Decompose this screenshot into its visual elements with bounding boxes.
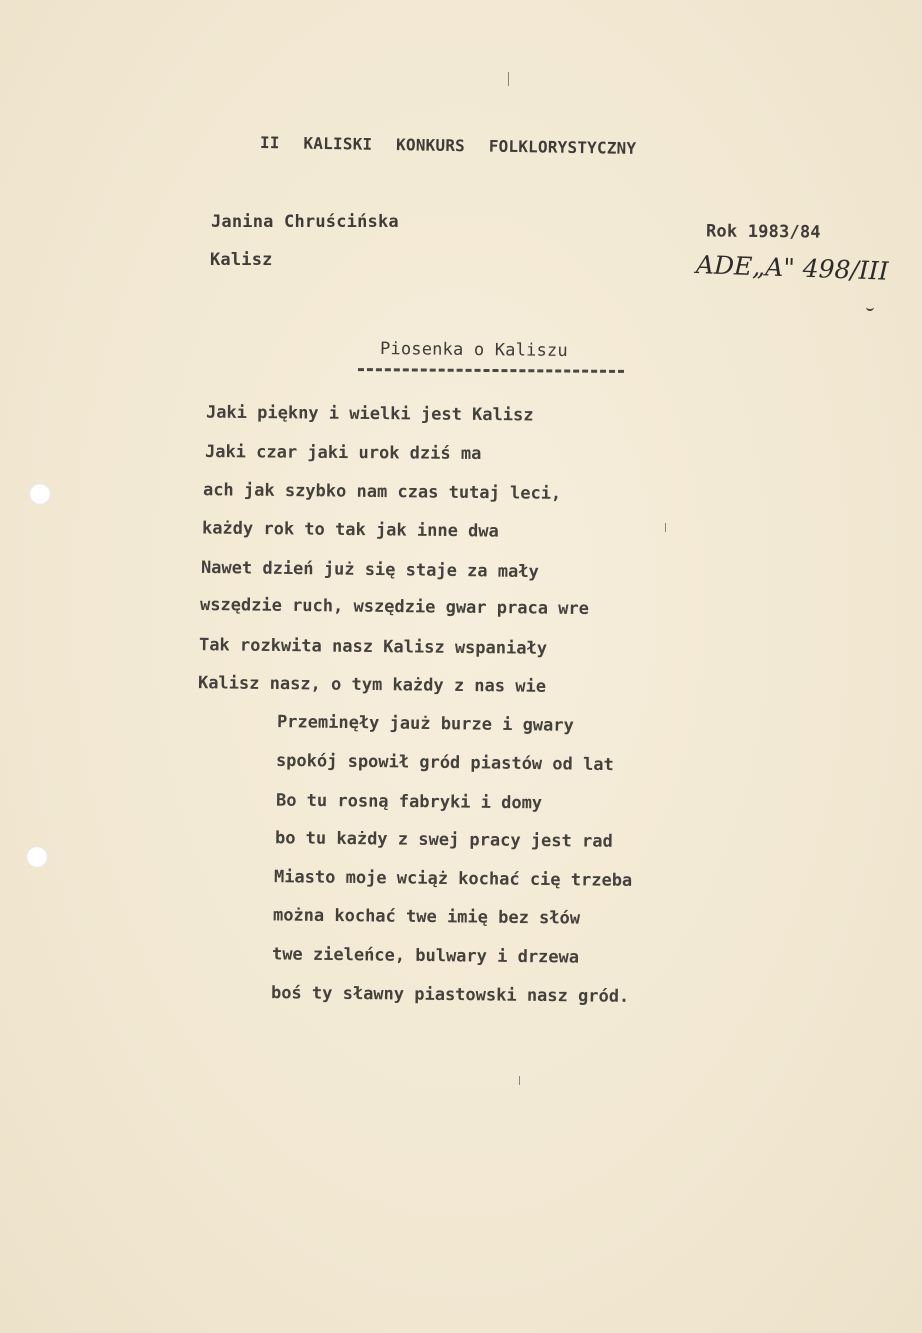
verse-line: Jaki piękny i wielki jest Kalisz: [205, 402, 534, 426]
punch-hole: [29, 483, 51, 505]
author-name: Janina Chruścińska: [211, 212, 399, 232]
verse-line: Jaki czar jaki urok dziś ma: [204, 442, 482, 464]
verse-line: Bo tu rosną fabryki i domy: [275, 790, 543, 814]
title-underline: [358, 368, 624, 373]
verse-line: Miasto moje wciąż kochać cię trzeba: [273, 867, 633, 891]
verse-line: boś ty sławny piastowski nasz gród.: [270, 983, 630, 1007]
verse-line: spokój spowił gród piastów od lat: [275, 750, 614, 776]
song-title: Piosenka o Kaliszu: [379, 339, 568, 361]
pen-mark: [866, 305, 874, 311]
pen-mark: [665, 523, 666, 532]
verse-line: Kalisz nasz, o tym każdy z nas wie: [197, 673, 547, 697]
verse-line: twe zieleńce, bulwary i drzewa: [271, 944, 580, 968]
pen-mark: [519, 1076, 520, 1085]
verse-line: ach jak szybko nam czas tutaj leci,: [202, 480, 562, 504]
verse-line: bo tu każdy z swej pracy jest rad: [274, 828, 613, 852]
verse-line: wszędzie ruch, wszędzie gwar praca wre: [199, 594, 590, 620]
verse-line: Nawet dzień już się staje za mały: [200, 557, 539, 583]
pen-mark: [508, 72, 509, 86]
author-city: Kalisz: [210, 250, 273, 270]
punch-hole: [26, 846, 48, 868]
year-label: Rok 1983/84: [705, 221, 821, 243]
contest-header: II KALISKI KONKURS FOLKLORYSTYCZNY: [259, 133, 637, 158]
verse-line: można kochać twe imię bez słów: [272, 905, 581, 929]
verse-line: Przeminęły jauż burze i gwary: [276, 712, 574, 736]
verse-line: każdy rok to tak jak inne dwa: [201, 518, 499, 542]
archive-signature: ADE„A" 498/III: [695, 250, 889, 286]
verse-line: Tak rozkwita nasz Kalisz wspaniały: [198, 635, 548, 659]
